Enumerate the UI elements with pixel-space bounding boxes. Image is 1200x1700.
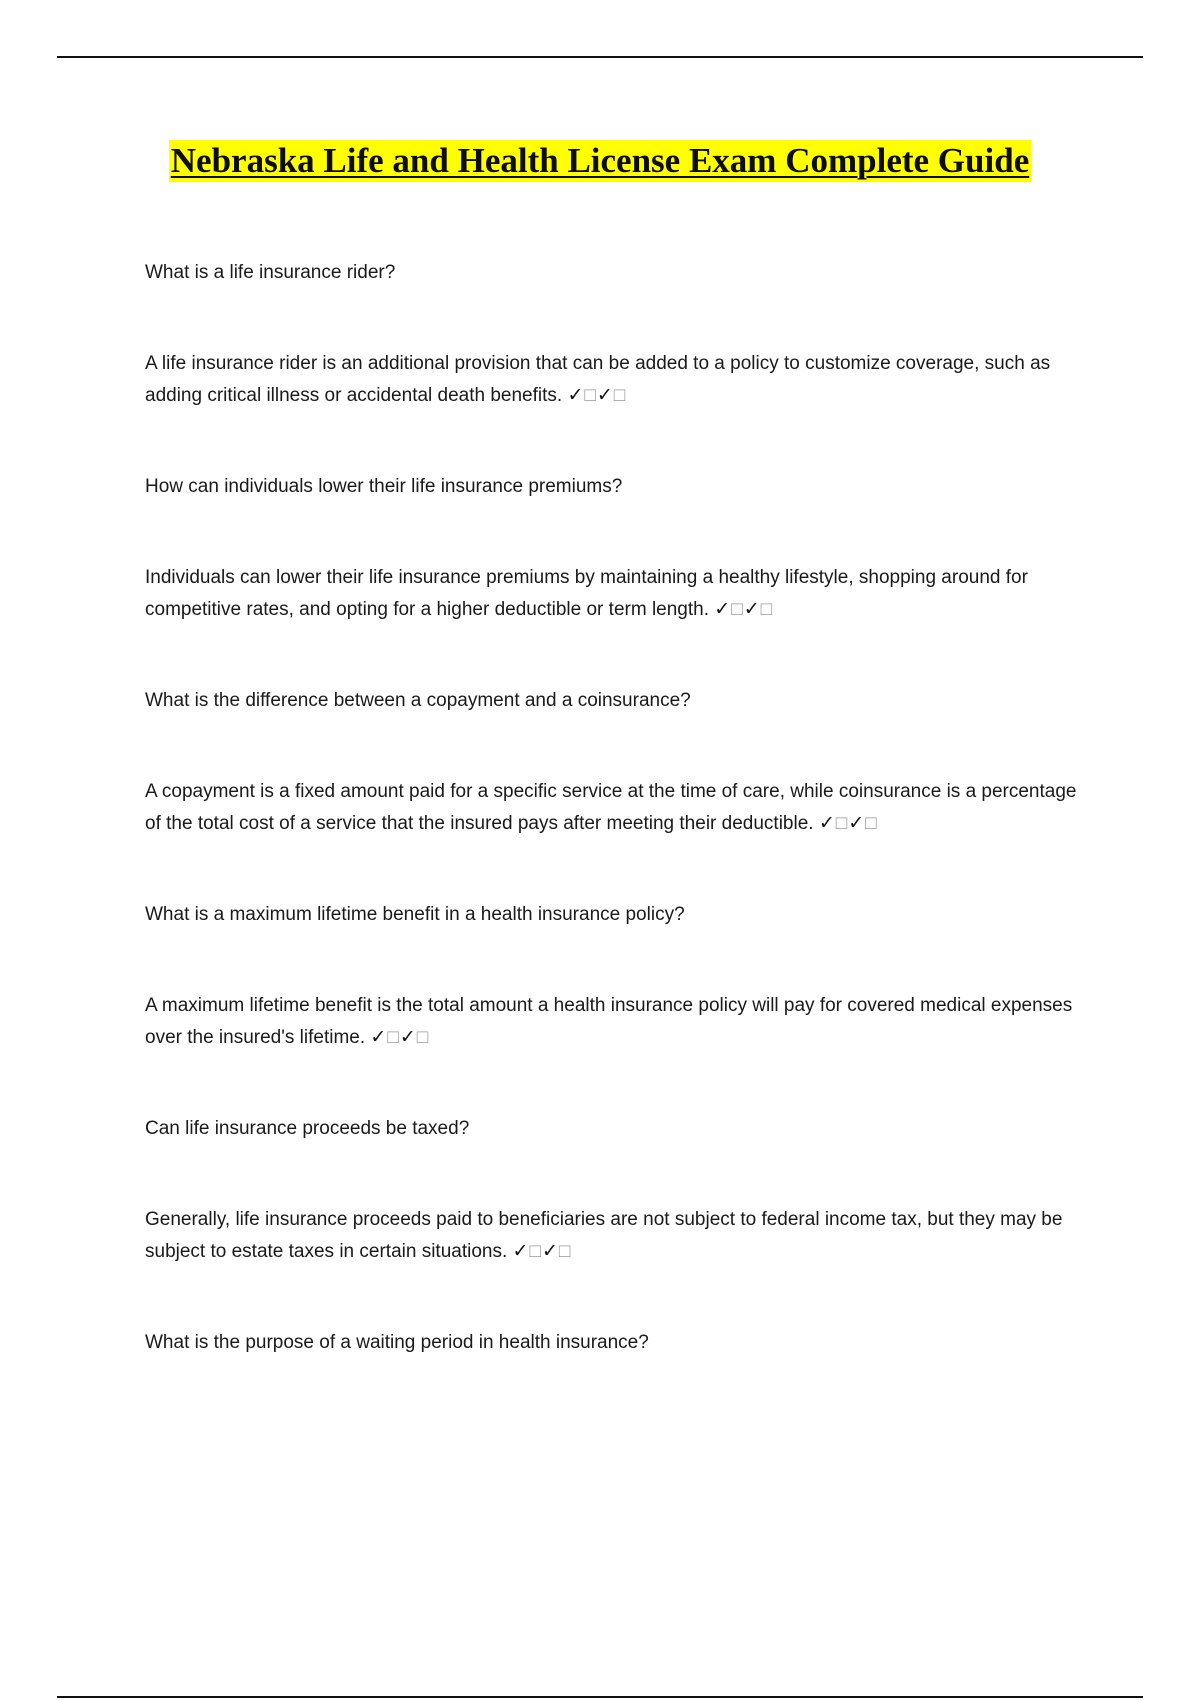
answer-4-text: A maximum lifetime benefit is the total amount a health insurance policy will pay for covered medical expenses over the insured's lifetime. xyxy=(145,995,1073,1048)
answer-5-text: Generally, life insurance proceeds paid to beneficiaries are not subject to federal income tax, but they may be subject to estate taxes in certain situations. xyxy=(145,1209,1063,1262)
answer-3-text: A copayment is a fixed amount paid for a specific service at the time of care, while coinsurance is a percentage of the total cost of a service that the insured pays after meeting their deductible. xyxy=(145,781,1077,834)
answer-5 xyxy=(145,1204,1095,1268)
document-title: Nebraska Life and Health License Exam Complete Guide xyxy=(170,141,1030,180)
question-5: Can life insurance proceeds be taxed? xyxy=(145,1118,470,1139)
page-bottom-rule xyxy=(57,1696,1143,1698)
answer-2 xyxy=(145,562,1095,626)
answer-2-text: Individuals can lower their life insurance premiums by maintaining a healthy lifestyle, shopping around for competitive rates, and opting for a higher deductible or term length. xyxy=(145,567,1028,620)
title-wrapper xyxy=(0,140,1200,182)
page-top-rule xyxy=(57,56,1143,58)
question-4: What is a maximum lifetime benefit in a health insurance policy? xyxy=(145,904,685,925)
check-mark-icon: ✓□✓□ xyxy=(714,599,774,620)
answer-4 xyxy=(145,990,1095,1054)
check-mark-icon: ✓□✓□ xyxy=(818,813,878,834)
question-1: What is a life insurance rider? xyxy=(145,262,396,283)
check-mark-icon: ✓□✓□ xyxy=(370,1027,430,1048)
answer-1 xyxy=(145,348,1095,412)
question-2: How can individuals lower their life insurance premiums? xyxy=(145,476,623,497)
answer-3 xyxy=(145,776,1095,840)
check-mark-icon: ✓□✓□ xyxy=(512,1241,572,1262)
question-6: What is the purpose of a waiting period in health insurance? xyxy=(145,1332,649,1353)
question-3: What is the difference between a copayment and a coinsurance? xyxy=(145,690,691,711)
answer-1-text: A life insurance rider is an additional provision that can be added to a policy to customize coverage, such as adding critical illness or accidental death benefits. xyxy=(145,353,1051,406)
check-mark-icon: ✓□✓□ xyxy=(567,385,627,406)
